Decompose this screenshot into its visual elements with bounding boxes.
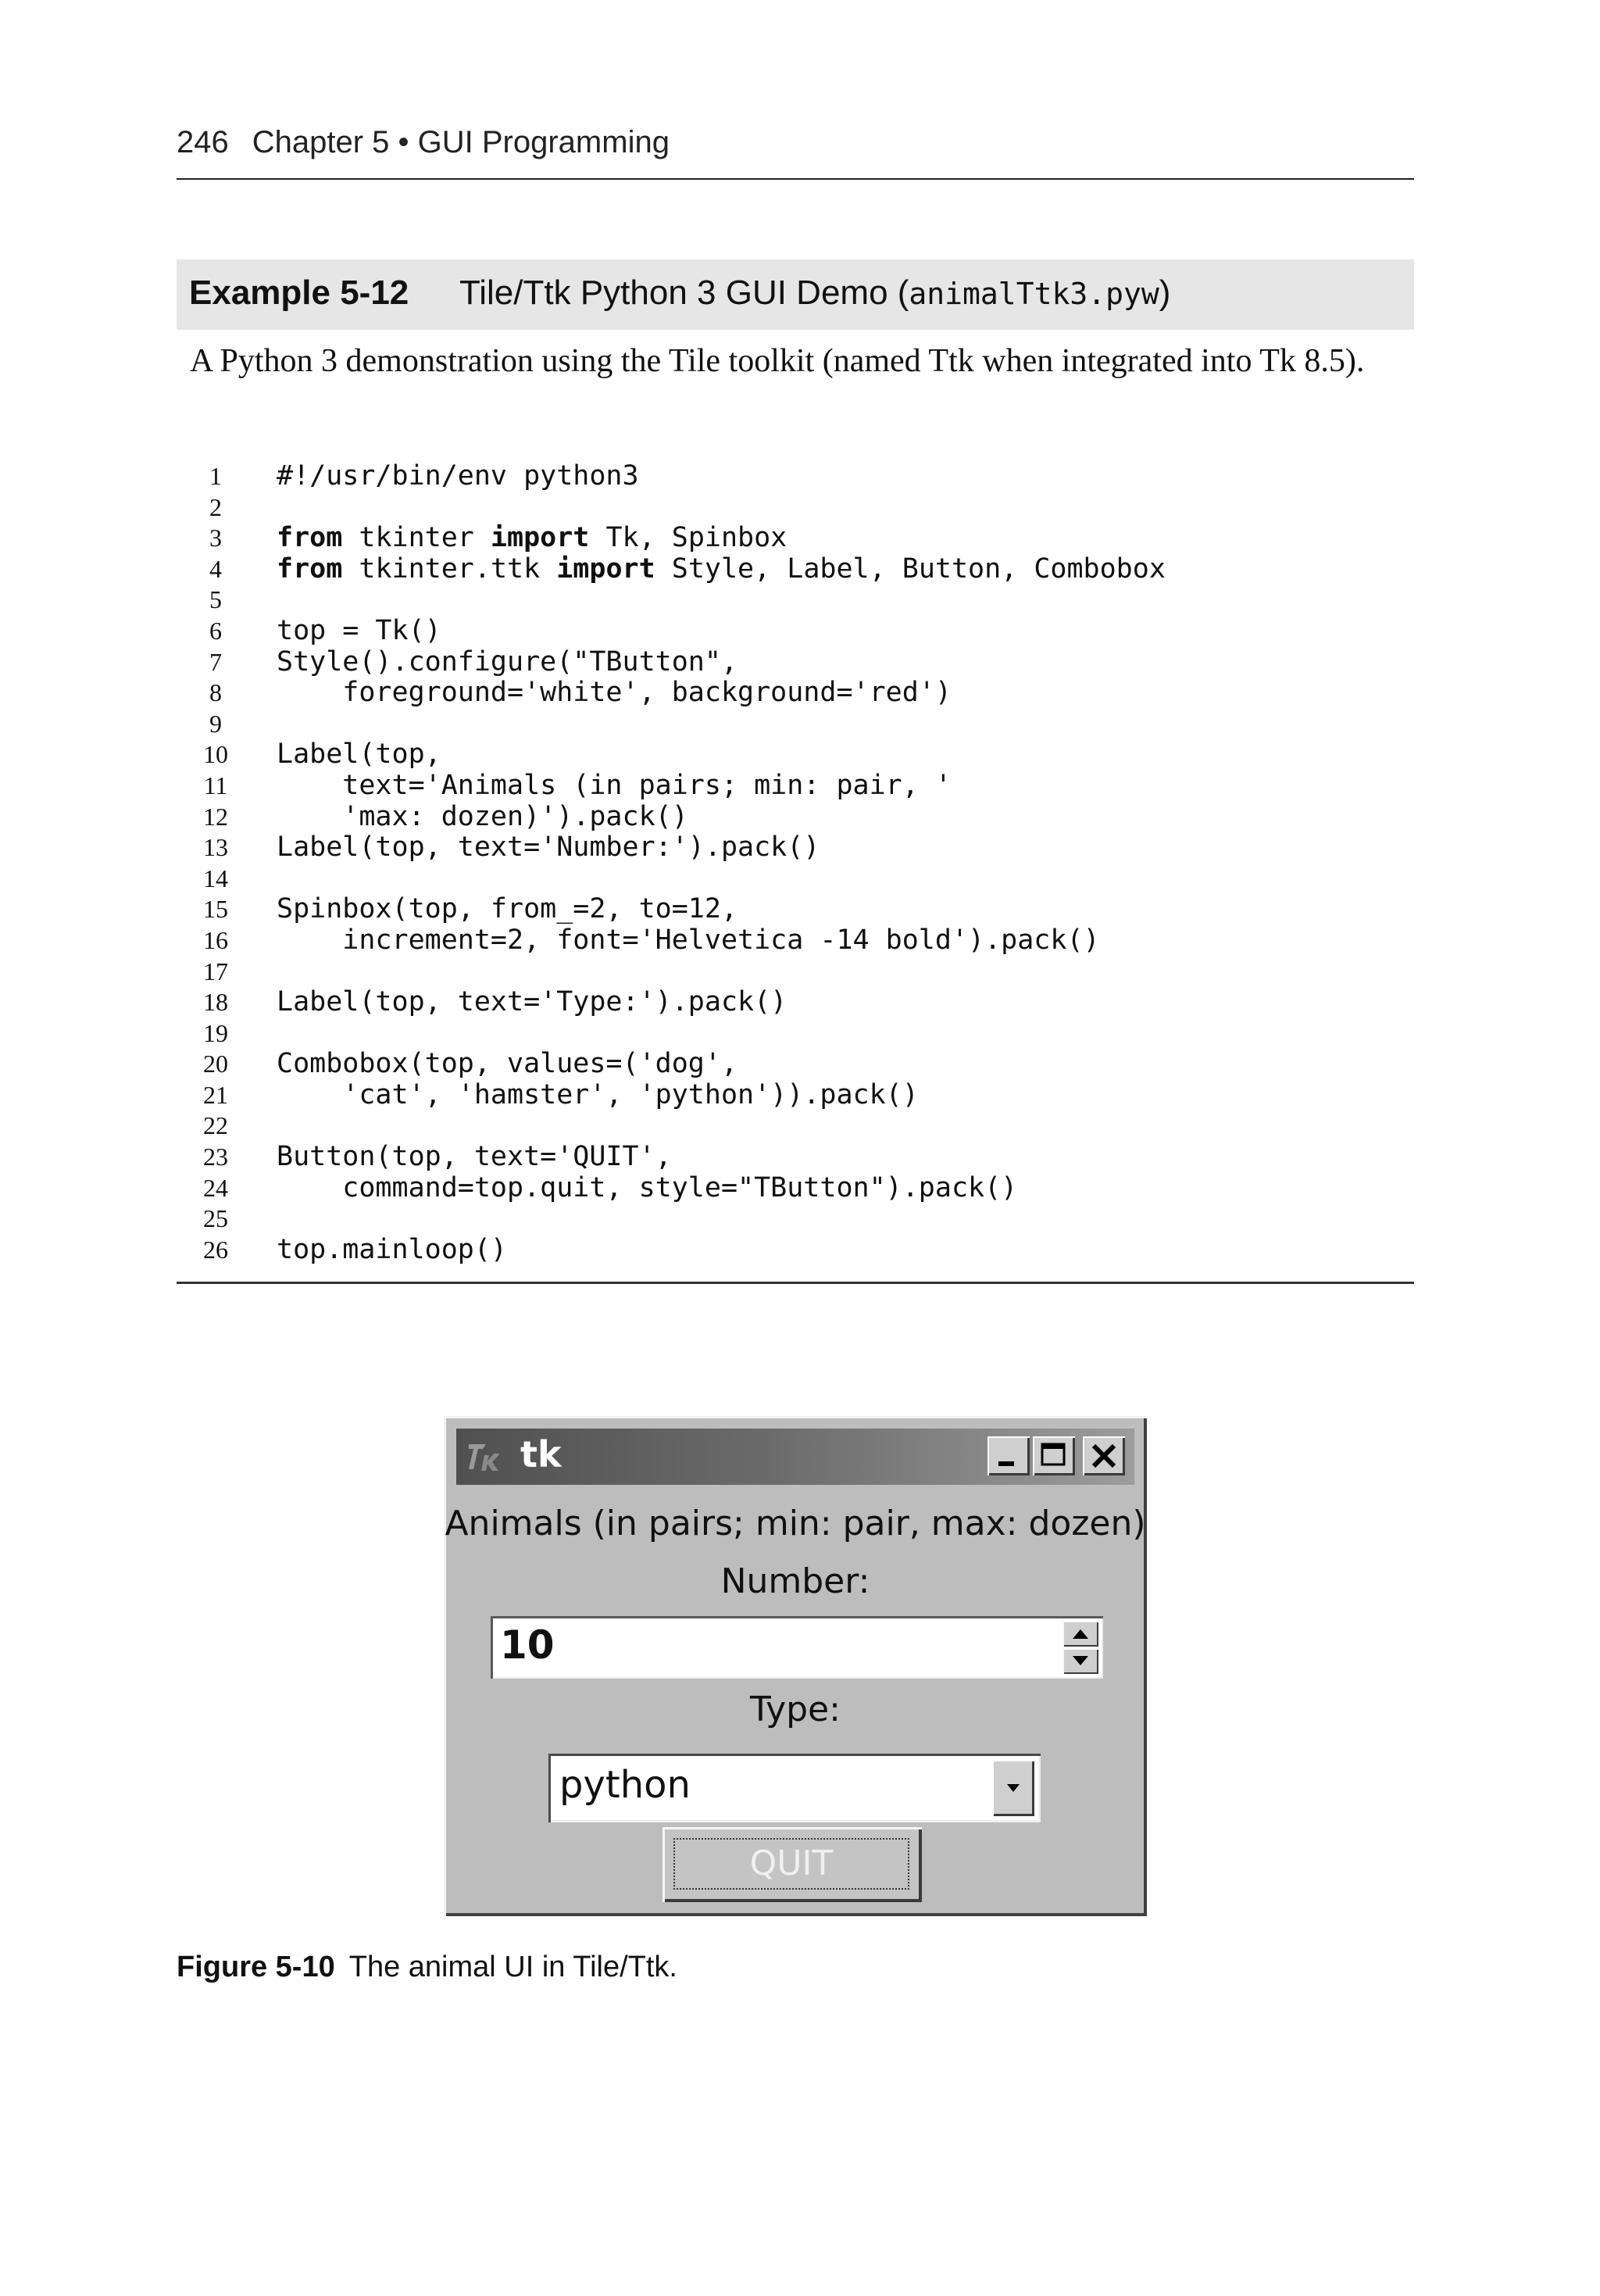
code-text bbox=[277, 1235, 507, 1266]
page-number: 246 bbox=[177, 125, 229, 159]
spin-down-icon bbox=[1062, 1648, 1098, 1674]
code-text bbox=[277, 739, 441, 771]
code-text bbox=[277, 1080, 919, 1111]
code-segment: Label(top, text='Type:').pack() bbox=[277, 986, 788, 1018]
code-text bbox=[277, 461, 639, 492]
line-number: 2 bbox=[209, 492, 222, 521]
figure-caption-text: The animal UI in Tile/Ttk. bbox=[348, 1951, 677, 1983]
code-text bbox=[277, 925, 1100, 957]
example-title-text: Tile/Ttk Python 3 GUI Demo ( bbox=[459, 274, 909, 312]
number-spinbox[interactable] bbox=[491, 1616, 1103, 1679]
dropdown-arrow-icon bbox=[992, 1760, 1034, 1816]
combobox-value: python bbox=[559, 1763, 691, 1807]
line-number: 3 bbox=[209, 524, 222, 553]
line-number: 19 bbox=[203, 1018, 228, 1047]
line-number: 15 bbox=[203, 895, 228, 924]
code-line bbox=[188, 492, 1414, 524]
code-line bbox=[188, 647, 1414, 678]
code-segment: Style().configure("TButton", bbox=[277, 646, 738, 678]
code-line bbox=[188, 709, 1414, 740]
example-description: A Python 3 demonstration using the Tile toolkit (named Ttk when integrated into Tk 8.5). bbox=[190, 343, 1365, 379]
code-line bbox=[188, 1049, 1414, 1080]
code-line bbox=[188, 1142, 1414, 1173]
code-line bbox=[188, 1110, 1414, 1142]
code-line bbox=[188, 894, 1414, 925]
code-line bbox=[188, 678, 1414, 709]
line-number: 10 bbox=[203, 740, 228, 769]
line-number: 21 bbox=[203, 1080, 228, 1109]
code-segment: foreground='white', background='red') bbox=[277, 677, 952, 709]
number-label: Number: bbox=[720, 1561, 870, 1601]
code-segment: tkinter bbox=[342, 522, 491, 554]
code-line bbox=[188, 957, 1414, 988]
code-bottom-rule bbox=[177, 1282, 1414, 1284]
code-line bbox=[188, 771, 1414, 802]
code-line bbox=[188, 864, 1414, 895]
code-line bbox=[188, 585, 1414, 616]
code-line bbox=[188, 523, 1414, 554]
code-text bbox=[277, 894, 738, 925]
example-label: Example 5-12 bbox=[189, 274, 409, 312]
line-number: 20 bbox=[203, 1050, 228, 1078]
code-keyword: import bbox=[490, 522, 590, 554]
code-text bbox=[277, 771, 952, 802]
code-keyword: from bbox=[277, 553, 343, 585]
code-keyword: from bbox=[277, 522, 343, 554]
line-number: 25 bbox=[203, 1204, 228, 1233]
code-segment: increment=2, font='Helvetica -14 bold').pack() bbox=[277, 924, 1100, 956]
code-segment: Label(top, bbox=[277, 739, 441, 771]
code-text bbox=[277, 1173, 1017, 1204]
line-number: 9 bbox=[209, 709, 222, 738]
spinbox-arrows bbox=[1062, 1621, 1098, 1674]
minimize-button[interactable] bbox=[988, 1436, 1030, 1475]
code-segment: Combobox(top, values=('dog', bbox=[277, 1048, 738, 1080]
code-text bbox=[277, 832, 820, 864]
figure-label: Figure 5-10 bbox=[177, 1951, 335, 1983]
page-header bbox=[177, 125, 670, 160]
code-segment: 'cat', 'hamster', 'python')).pack() bbox=[277, 1078, 919, 1110]
code-line bbox=[188, 1080, 1414, 1111]
chapter-title: Chapter 5 • GUI Programming bbox=[252, 125, 670, 159]
tk-logo-icon bbox=[466, 1438, 503, 1475]
code-line bbox=[188, 461, 1414, 492]
window-titlebar[interactable] bbox=[456, 1429, 1134, 1485]
code-segment: 'max: dozen)').pack() bbox=[277, 800, 688, 832]
example-title-close: ) bbox=[1159, 274, 1171, 312]
maximize-button[interactable] bbox=[1033, 1436, 1075, 1475]
code-segment: tkinter.ttk bbox=[342, 553, 557, 585]
line-number: 24 bbox=[203, 1173, 228, 1202]
code-keyword: import bbox=[556, 553, 655, 585]
line-number: 5 bbox=[209, 585, 222, 614]
code-segment: Style, Label, Button, Combobox bbox=[655, 553, 1166, 585]
code-segment: Tk, Spinbox bbox=[589, 522, 788, 554]
code-line bbox=[188, 554, 1414, 585]
code-segment: top.mainloop() bbox=[277, 1233, 508, 1265]
code-text bbox=[277, 647, 738, 678]
example-title bbox=[459, 274, 1170, 313]
code-text bbox=[277, 987, 787, 1018]
code-line bbox=[188, 925, 1414, 957]
example-filename: animalTtk3.pyw bbox=[909, 277, 1159, 311]
quit-button[interactable] bbox=[662, 1827, 922, 1902]
code-line bbox=[188, 1203, 1414, 1235]
line-number: 12 bbox=[203, 802, 228, 831]
line-number: 1 bbox=[209, 462, 222, 490]
code-segment: top = Tk() bbox=[277, 614, 441, 646]
code-text bbox=[277, 616, 441, 647]
code-text bbox=[277, 1142, 672, 1173]
code-segment: Button(top, text='QUIT', bbox=[277, 1141, 672, 1173]
code-segment: Spinbox(top, from_=2, to=12, bbox=[277, 893, 738, 925]
line-number: 22 bbox=[203, 1111, 228, 1140]
quit-button-label: QUIT bbox=[673, 1838, 909, 1890]
line-number: 23 bbox=[203, 1143, 228, 1171]
code-line bbox=[188, 832, 1414, 864]
line-number: 11 bbox=[203, 771, 228, 799]
code-line bbox=[188, 1235, 1414, 1266]
type-label: Type: bbox=[750, 1690, 841, 1729]
code-text bbox=[277, 678, 952, 709]
minimize-icon bbox=[988, 1436, 1030, 1475]
line-number: 18 bbox=[203, 988, 228, 1017]
type-combobox[interactable] bbox=[548, 1754, 1041, 1822]
code-listing bbox=[188, 461, 1414, 1265]
spin-down-button[interactable] bbox=[1062, 1648, 1098, 1674]
code-text bbox=[277, 523, 787, 554]
code-line bbox=[188, 739, 1414, 771]
code-segment: command=top.quit, style="TButton").pack() bbox=[277, 1171, 1018, 1203]
code-segment: text='Animals (in pairs; min: pair, ' bbox=[277, 769, 952, 801]
line-number: 26 bbox=[203, 1235, 228, 1264]
code-text bbox=[277, 554, 1166, 585]
close-icon bbox=[1083, 1436, 1125, 1475]
tk-window bbox=[444, 1416, 1147, 1916]
close-button[interactable] bbox=[1083, 1436, 1125, 1475]
figure-caption bbox=[177, 1951, 677, 1984]
animals-label: Animals (in pairs; min: pair, max: dozen) bbox=[445, 1504, 1146, 1543]
combobox-dropdown-button[interactable] bbox=[992, 1760, 1034, 1816]
line-number: 13 bbox=[203, 833, 228, 862]
line-number: 6 bbox=[209, 616, 222, 645]
line-number: 16 bbox=[203, 925, 228, 954]
code-text bbox=[277, 1049, 738, 1080]
maximize-icon bbox=[1033, 1436, 1075, 1475]
spinbox-value: 10 bbox=[500, 1622, 555, 1668]
line-number: 8 bbox=[209, 678, 222, 707]
code-line bbox=[188, 802, 1414, 833]
code-segment: Label(top, text='Number:').pack() bbox=[277, 831, 820, 864]
code-line bbox=[188, 616, 1414, 647]
line-number: 14 bbox=[203, 864, 228, 892]
code-line bbox=[188, 987, 1414, 1018]
spin-up-icon bbox=[1062, 1621, 1098, 1647]
code-text bbox=[277, 802, 688, 833]
spin-up-button[interactable] bbox=[1062, 1621, 1098, 1647]
window-title: tk bbox=[520, 1433, 562, 1475]
line-number: 17 bbox=[203, 957, 228, 985]
line-number: 4 bbox=[209, 554, 222, 583]
example-heading-bar bbox=[177, 259, 1414, 330]
code-line bbox=[188, 1173, 1414, 1204]
header-rule bbox=[177, 178, 1414, 180]
code-segment: #!/usr/bin/env python3 bbox=[277, 460, 639, 492]
code-line bbox=[188, 1018, 1414, 1050]
line-number: 7 bbox=[209, 647, 222, 676]
